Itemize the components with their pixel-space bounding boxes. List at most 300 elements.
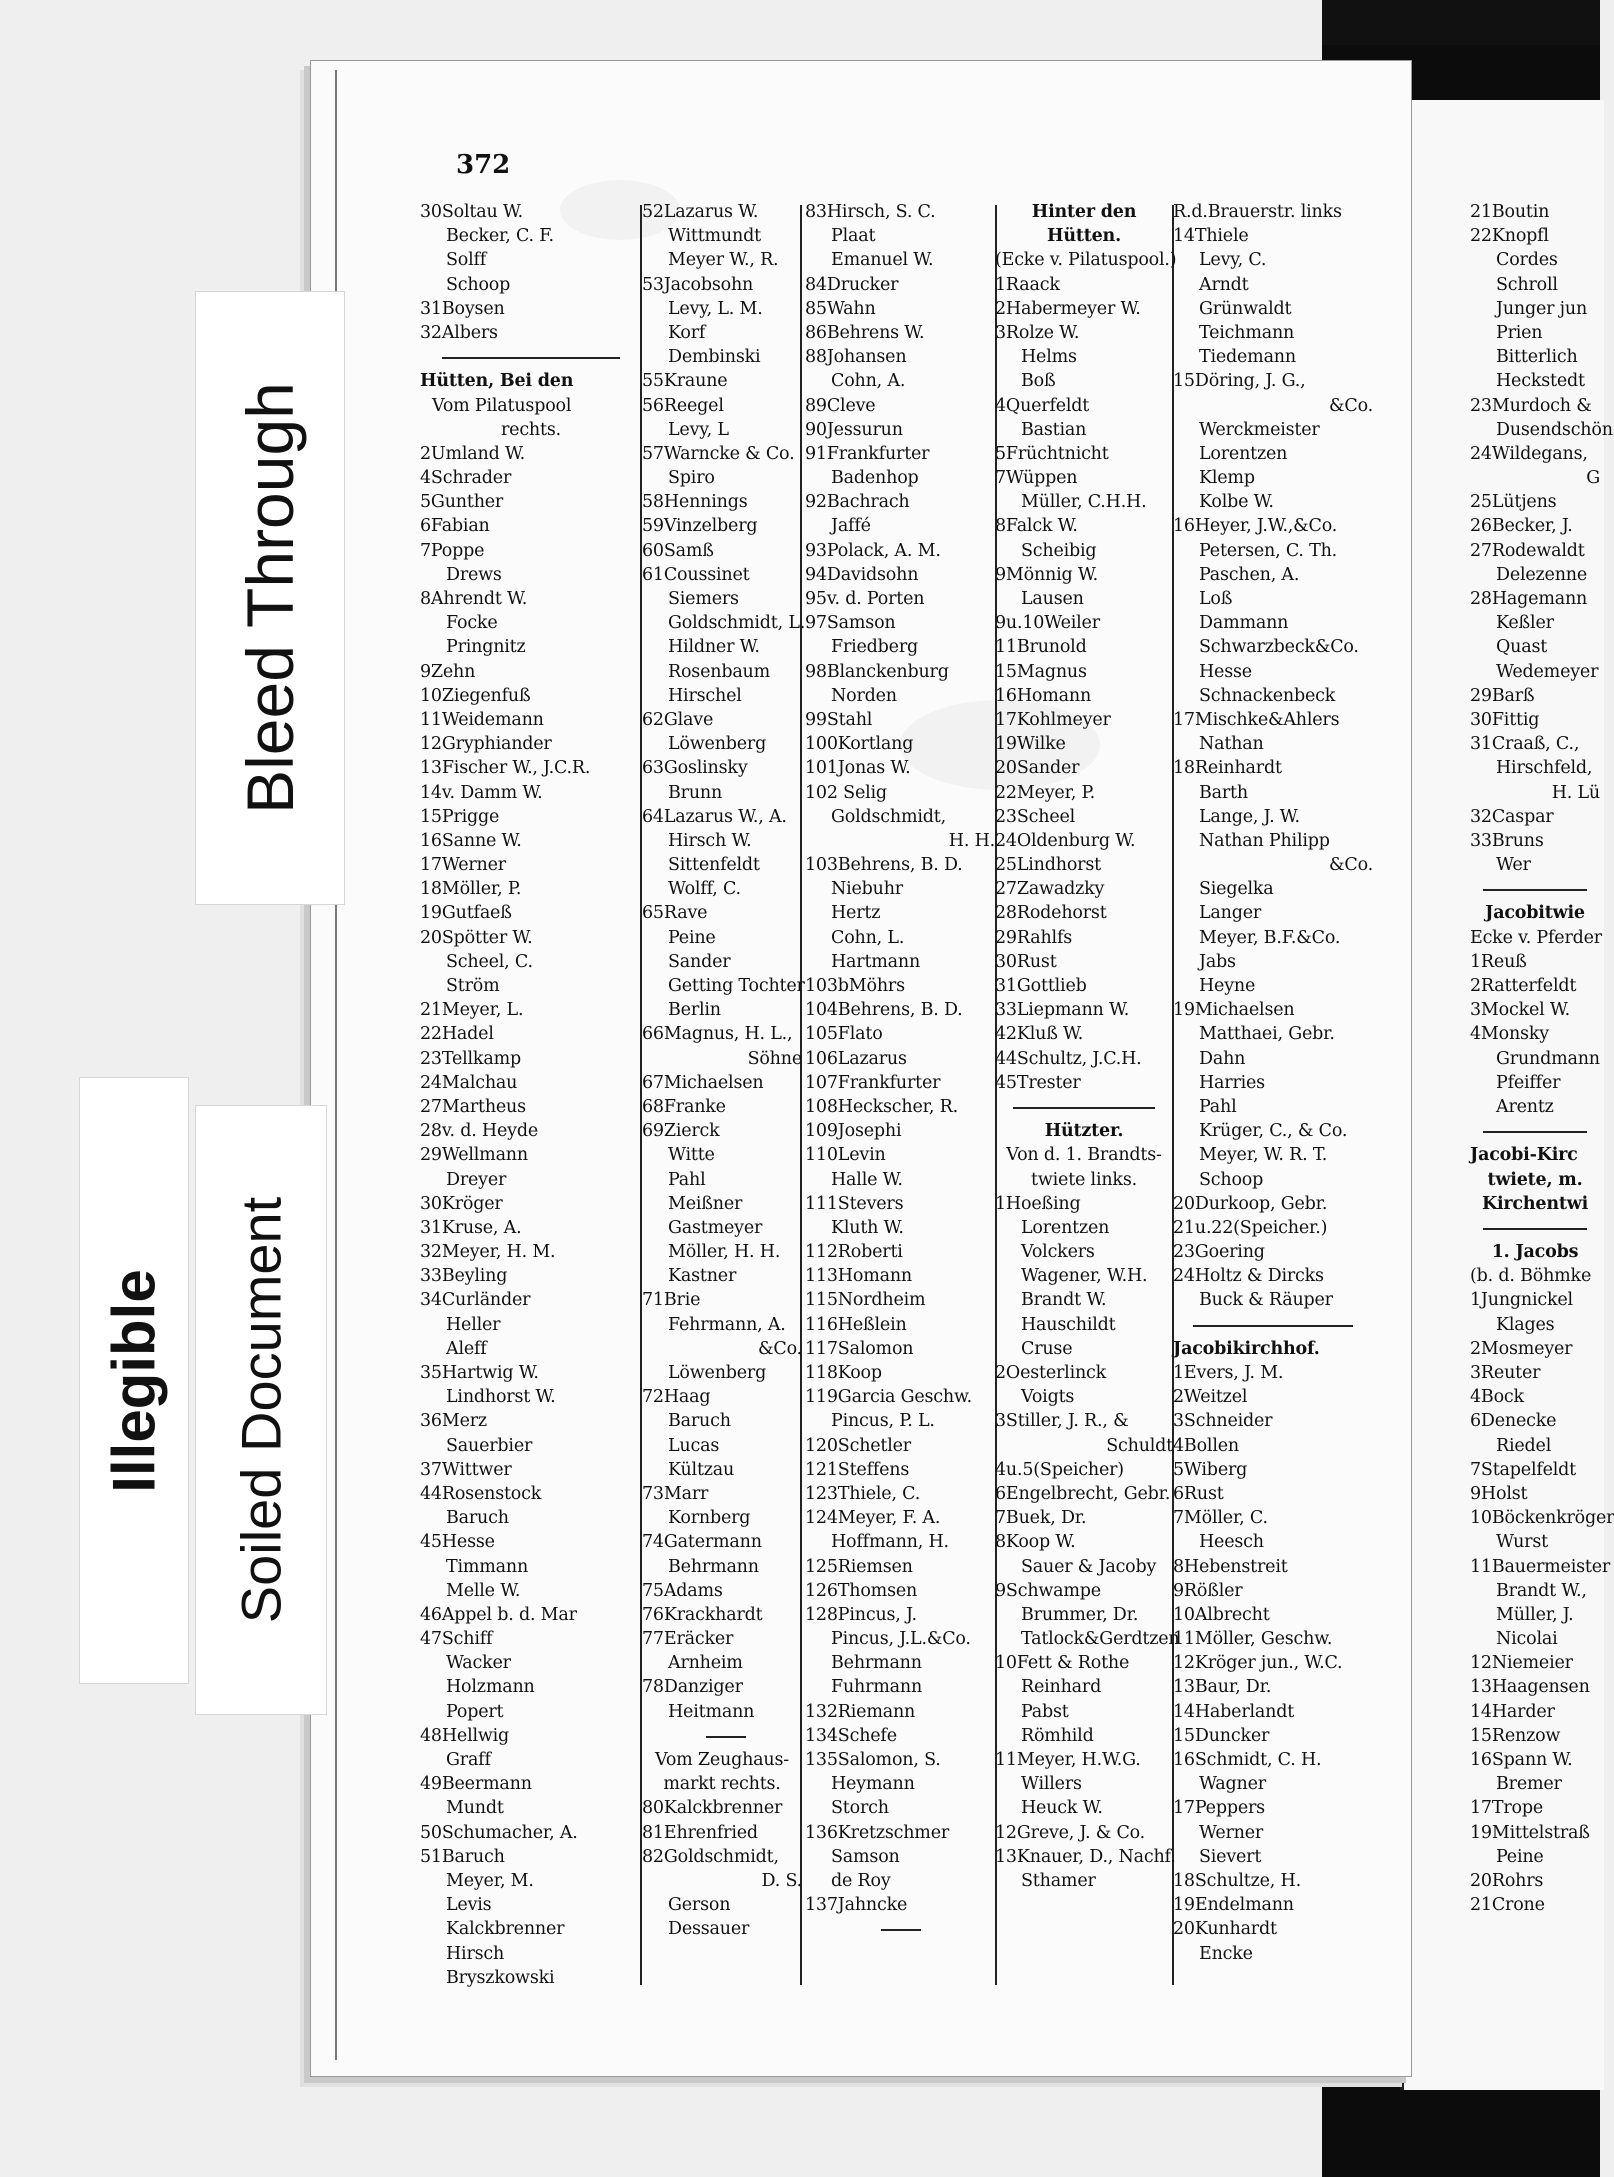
- directory-entry: Schnackenbeck: [1199, 685, 1336, 706]
- directory-entry: 19Mittelstraß: [1470, 1822, 1590, 1843]
- directory-entry: Pahl: [1199, 1096, 1237, 1117]
- directory-entry: Samson: [831, 1846, 900, 1867]
- directory-entry: Heckstedt: [1496, 371, 1585, 392]
- directory-entry: Fehrmann, A.: [668, 1314, 786, 1335]
- directory-entry: 29Barß: [1470, 685, 1535, 706]
- directory-entry: 26Becker, J.: [1470, 516, 1573, 537]
- directory-column-4: [995, 200, 1180, 1893]
- directory-entry: 14Harder: [1470, 1701, 1555, 1722]
- directory-entry: Niebuhr: [831, 879, 903, 900]
- directory-entry: 74Gatermann: [642, 1532, 762, 1553]
- street-heading: Hinter den: [1031, 202, 1137, 222]
- directory-entry: 45Hesse: [420, 1532, 495, 1553]
- directory-entry: 16Sanne W.: [420, 830, 522, 851]
- directory-entry: 2Weitzel: [1173, 1387, 1248, 1408]
- directory-entry: 24Wildegans,: [1470, 443, 1588, 464]
- directory-entry: 6Engelbrecht, Gebr.: [995, 1483, 1171, 1504]
- directory-entry: 73Marr: [642, 1483, 709, 1504]
- directory-entry: 23Scheel: [995, 806, 1076, 827]
- directory-entry: 14v. Damm W.: [420, 782, 543, 803]
- directory-entry: &Co.: [1329, 855, 1373, 876]
- directory-entry: 42Kluß W.: [995, 1024, 1084, 1045]
- directory-entry: Kastner: [668, 1266, 737, 1287]
- street-heading: 1. Jacobs: [1491, 1242, 1579, 1263]
- directory-entry: Fuhrmann: [831, 1677, 923, 1698]
- directory-entry: 99Stahl: [805, 709, 873, 730]
- section-rule: [995, 1095, 1173, 1119]
- directory-entry: Lorentzen: [1199, 443, 1288, 464]
- directory-entry: Bremer: [1496, 1774, 1562, 1795]
- directory-entry: 12Kröger jun., W.C.: [1173, 1653, 1343, 1674]
- directory-entry: 13Knauer, D., Nachf.: [995, 1846, 1176, 1867]
- directory-entry: 135Salomon, S.: [805, 1750, 941, 1770]
- directory-entry: Löwenberg: [668, 734, 767, 755]
- directory-entry: 33Bruns: [1470, 830, 1544, 851]
- directory-entry: 15Prigge: [420, 806, 500, 827]
- directory-entry: H. Lü: [1551, 782, 1600, 803]
- page-number: 372: [456, 150, 511, 180]
- directory-entry: 7Wüppen: [995, 468, 1078, 489]
- directory-entry: Brummer, Dr.: [1021, 1604, 1139, 1625]
- directory-entry: 28Hagemann: [1470, 589, 1588, 609]
- directory-entry: Nathan Philipp: [1199, 830, 1330, 851]
- directory-entry: 11Möller, Geschw.: [1173, 1629, 1333, 1650]
- directory-entry: 12Gryphiander: [420, 734, 552, 755]
- directory-entry: 30Kröger: [420, 1193, 503, 1214]
- directory-entry: 69Zierck: [642, 1121, 720, 1142]
- directory-entry: 107Frankfurter: [805, 1072, 941, 1093]
- directory-entry: 44Rosenstock: [420, 1483, 542, 1504]
- directory-entry: 11Bauermeister: [1470, 1556, 1611, 1577]
- directory-entry: 17Werner: [420, 855, 506, 876]
- directory-entry: 1Reuß: [1470, 951, 1527, 972]
- directory-entry: Krüger, C., & Co.: [1199, 1121, 1348, 1142]
- directory-entry: 23Murdoch &: [1470, 395, 1592, 416]
- directory-entry: Bitterlich: [1496, 347, 1578, 368]
- directory-entry: Loß: [1199, 589, 1233, 609]
- directory-entry: Gastmeyer: [668, 1217, 763, 1238]
- directory-entry: 33Liepmann W.: [995, 1000, 1130, 1021]
- directory-entry: Sander: [668, 951, 731, 972]
- directory-entry: 8Hebenstreit: [1173, 1556, 1288, 1577]
- directory-entry: 7Poppe: [420, 540, 485, 561]
- directory-entry: 19Wilke: [995, 734, 1066, 755]
- directory-entry: Scheel, C.: [446, 951, 533, 972]
- directory-entry: 7Möller, C.: [1173, 1508, 1268, 1529]
- directory-entry: Arnheim: [668, 1653, 743, 1674]
- directory-entry: 17Mischke&Ahlers: [1173, 709, 1340, 730]
- directory-entry: Schoop: [1199, 1169, 1264, 1190]
- directory-entry: Heymann: [831, 1774, 915, 1795]
- short-rule: [805, 1917, 995, 1941]
- directory-entry: 14Thiele: [1173, 226, 1249, 247]
- directory-entry: Brunn: [668, 782, 723, 803]
- directory-entry: 66Magnus, H. L.,: [642, 1024, 793, 1045]
- directory-entry: Timmann: [446, 1556, 529, 1577]
- directory-entry: 4Monsky: [1470, 1024, 1549, 1045]
- directory-entry: 8Koop W.: [995, 1532, 1076, 1553]
- directory-entry: 18Schultze, H.: [1173, 1870, 1301, 1891]
- directory-entry: 19Endelmann: [1173, 1895, 1294, 1916]
- directory-entry: 13Haagensen: [1470, 1677, 1590, 1698]
- directory-entry: 65Rave: [642, 903, 708, 924]
- directory-entry: 7Stapelfeldt: [1470, 1459, 1577, 1480]
- directory-entry: Norden: [831, 685, 897, 706]
- directory-entry: Sauer & Jacoby: [1021, 1556, 1157, 1577]
- street-heading: Jacobi-Kirc: [1470, 1145, 1578, 1166]
- directory-column-5: [1173, 200, 1373, 1966]
- directory-entry: 64Lazarus W., A.: [642, 806, 787, 827]
- directory-entry: Hildner W.: [668, 637, 760, 658]
- directory-entry: 31Boysen: [420, 298, 505, 319]
- directory-entry: Löwenberg: [668, 1363, 767, 1383]
- directory-entry: 29Wellmann: [420, 1145, 528, 1166]
- directory-entry: 9Mönnig W.: [995, 564, 1098, 585]
- directory-entry: Pahl: [668, 1169, 706, 1190]
- directory-entry: 82Goldschmidt,: [642, 1846, 779, 1867]
- directory-entry: de Roy: [831, 1870, 891, 1891]
- directory-entry: 84Drucker: [805, 274, 899, 295]
- directory-entry: 45Trester: [995, 1072, 1081, 1093]
- directory-entry: (Ecke v. Pilatuspool.): [995, 250, 1177, 271]
- directory-entry: Söhne: [747, 1048, 802, 1069]
- directory-entry: Ström: [446, 976, 500, 996]
- directory-entry: 103bMöhrs: [805, 976, 905, 996]
- directory-entry: Römhild: [1021, 1725, 1094, 1746]
- directory-entry: Cruse: [1021, 1338, 1073, 1359]
- directory-entry: 3Stiller, J. R., &: [995, 1411, 1129, 1432]
- directory-column-2: [642, 200, 806, 1942]
- directory-entry: 1Evers, J. M.: [1173, 1363, 1284, 1383]
- directory-entry: Holzmann: [446, 1677, 535, 1698]
- directory-entry: 92Bachrach: [805, 492, 910, 513]
- directory-entry: 3Rolze W.: [995, 322, 1080, 343]
- directory-entry: 125Riemsen: [805, 1556, 913, 1577]
- directory-entry: 10Böckenkröger: [1470, 1508, 1614, 1529]
- directory-entry: Drews: [446, 564, 502, 585]
- directory-entry: Junger jun: [1496, 298, 1588, 319]
- bleed-through-label-card: [196, 292, 344, 904]
- directory-entry: 78Danziger: [642, 1677, 743, 1698]
- directory-entry: 24Malchau: [420, 1072, 518, 1093]
- directory-entry: 68Franke: [642, 1096, 726, 1117]
- directory-entry: 72Haag: [642, 1387, 711, 1408]
- directory-entry: Pincus, J.L.&Co.: [831, 1629, 971, 1650]
- directory-entry: Meyer, M.: [446, 1870, 534, 1891]
- directory-entry: Wacker: [446, 1653, 511, 1674]
- directory-entry: 30Fittig: [1470, 709, 1540, 730]
- directory-entry: 83Hirsch, S. C.: [805, 202, 936, 222]
- directory-entry: Sthamer: [1021, 1870, 1096, 1891]
- directory-entry: 7Buek, Dr.: [995, 1508, 1087, 1529]
- directory-entry: Wolff, C.: [668, 879, 741, 900]
- directory-entry: Heller: [446, 1314, 501, 1335]
- directory-entry: Paschen, A.: [1199, 564, 1300, 585]
- directory-entry: &Co.: [1329, 395, 1373, 416]
- directory-entry: 112Roberti: [805, 1242, 903, 1263]
- directory-entry: 76Krackhardt: [642, 1604, 763, 1625]
- directory-entry: 52Lazarus W.: [642, 202, 759, 222]
- directory-entry: Dessauer: [668, 1919, 750, 1940]
- directory-entry: Helms: [1021, 347, 1077, 368]
- directory-entry: 16Heyer, J.W.,&Co.: [1173, 516, 1338, 537]
- directory-entry: 6Rust: [1173, 1483, 1224, 1504]
- directory-entry: markt rechts.: [663, 1774, 781, 1795]
- directory-entry: 91Frankfurter: [805, 443, 930, 464]
- directory-entry: 20Durkoop, Gebr.: [1173, 1193, 1328, 1214]
- directory-entry: 18Reinhardt: [1173, 758, 1282, 779]
- street-heading: Kirchentwi: [1481, 1193, 1589, 1214]
- directory-entry: Meyer W., R.: [668, 250, 779, 271]
- directory-entry: Müller, J.: [1496, 1604, 1574, 1625]
- directory-entry: Badenhop: [831, 468, 919, 489]
- soiled-document-label: Soiled Document: [229, 1196, 293, 1624]
- directory-entry: Berlin: [668, 1000, 721, 1021]
- directory-entry: Rosenbaum: [668, 661, 771, 682]
- directory-entry: 8Falck W.: [995, 516, 1078, 537]
- directory-entry: 27Zawadzky: [995, 879, 1105, 900]
- directory-entry: 20Spötter W.: [420, 927, 533, 948]
- directory-entry: 103Behrens, B. D.: [805, 855, 963, 876]
- directory-entry: 116Heßlein: [805, 1314, 907, 1335]
- directory-entry: 134Schefe: [805, 1725, 897, 1746]
- directory-entry: 113Homann: [805, 1266, 912, 1287]
- directory-entry: Melle W.: [446, 1580, 521, 1601]
- directory-entry: 67Michaelsen: [642, 1072, 764, 1093]
- directory-entry: Hertz: [831, 903, 881, 924]
- directory-entry: Petersen, C. Th.: [1199, 540, 1338, 561]
- directory-entry: Sievert: [1199, 1846, 1262, 1867]
- directory-entry: Prien: [1496, 322, 1543, 343]
- directory-entry: 11Meyer, H.W.G.: [995, 1750, 1141, 1770]
- section-rule: [420, 345, 642, 369]
- directory-entry: 16Schmidt, C. H.: [1173, 1750, 1322, 1770]
- directory-entry: 119Garcia Geschw.: [805, 1387, 973, 1408]
- directory-entry: Vom Pilatuspool: [432, 395, 572, 416]
- directory-entry: 29Rahlfs: [995, 927, 1073, 948]
- directory-entry: 34Curländer: [420, 1290, 531, 1311]
- directory-entry: Kolbe W.: [1199, 492, 1274, 513]
- directory-entry: Pincus, P. L.: [831, 1411, 935, 1432]
- directory-entry: Lucas: [668, 1435, 720, 1456]
- directory-entry: Jabs: [1199, 951, 1236, 972]
- directory-entry: Solff: [446, 250, 487, 271]
- directory-entry: 46Appel b. d. Mar: [420, 1604, 577, 1625]
- directory-entry: 124Meyer, F. A.: [805, 1508, 941, 1529]
- directory-entry: 15Duncker: [1173, 1725, 1270, 1746]
- directory-entry: Cordes: [1496, 250, 1558, 271]
- directory-entry: 10Ziegenfuß: [420, 685, 531, 706]
- directory-entry: 62Glave: [642, 709, 714, 730]
- directory-entry: Meyer, B.F.&Co.: [1199, 927, 1341, 948]
- directory-entry: Plaat: [831, 226, 876, 247]
- directory-entry: Heitmann: [668, 1701, 755, 1722]
- directory-entry: Wurst: [1496, 1532, 1548, 1553]
- directory-entry: 22Hadel: [420, 1024, 494, 1045]
- directory-entry: Wedemeyer: [1496, 661, 1599, 682]
- directory-entry: Levy, C.: [1199, 250, 1267, 271]
- directory-entry: 57Warncke & Co.: [642, 443, 795, 464]
- street-heading: Jacobikirchhof.: [1173, 1338, 1320, 1359]
- section-rule: [1470, 1216, 1600, 1240]
- directory-entry: Focke: [446, 613, 498, 634]
- directory-entry: Scheibig: [1021, 540, 1097, 561]
- directory-entry: 2Oesterlinck: [995, 1363, 1107, 1383]
- directory-entry: Wagner: [1199, 1774, 1266, 1795]
- directory-entry: 88Johansen: [805, 347, 907, 368]
- directory-entry: 4Schrader: [420, 468, 512, 489]
- directory-entry: Levy, L. M.: [668, 298, 763, 319]
- directory-entry: Popert: [446, 1701, 504, 1722]
- directory-entry: Meyer, W. R. T.: [1199, 1145, 1328, 1166]
- directory-entry: Hirsch: [446, 1943, 505, 1964]
- directory-entry: 21Crone: [1470, 1895, 1545, 1916]
- directory-entry: 90Jessurun: [805, 419, 903, 440]
- directory-entry: Levis: [446, 1895, 492, 1916]
- directory-entry: 9Zehn: [420, 661, 476, 682]
- street-heading: Hützter.: [1044, 1121, 1124, 1142]
- directory-entry: Hartmann: [831, 951, 921, 972]
- directory-entry: Heyne: [1199, 976, 1256, 996]
- directory-entry: Grünwaldt: [1199, 298, 1292, 319]
- directory-entry: 5Früchtnicht: [995, 443, 1109, 464]
- directory-entry: Korf: [668, 322, 706, 343]
- directory-entry: 106Lazarus: [805, 1048, 907, 1069]
- directory-entry: 101Jonas W.: [805, 758, 911, 779]
- directory-entry: Peine: [1496, 1846, 1544, 1867]
- directory-entry: 9Schwampe: [995, 1580, 1101, 1601]
- directory-entry: 21u.22(Speicher.): [1173, 1217, 1328, 1238]
- directory-entry: Baruch: [668, 1411, 731, 1432]
- directory-entry: Werner: [1199, 1822, 1264, 1843]
- directory-entry: 100Kortlang: [805, 734, 914, 755]
- directory-entry: 33Beyling: [420, 1266, 508, 1287]
- directory-entry: 22Knopfl: [1470, 226, 1549, 247]
- directory-entry: Meißner: [668, 1193, 743, 1214]
- directory-entry: 27Martheus: [420, 1096, 526, 1117]
- directory-entry: 10Albrecht: [1173, 1604, 1270, 1625]
- directory-entry: Becker, C. F.: [446, 226, 554, 247]
- directory-entry: 17Trope: [1470, 1798, 1544, 1819]
- directory-entry: 15Döring, J. G.,: [1173, 371, 1306, 392]
- directory-entry: 37Wittwer: [420, 1459, 512, 1480]
- directory-entry: 59Vinzelberg: [642, 516, 758, 537]
- directory-entry: 108Heckscher, R.: [805, 1096, 958, 1117]
- directory-entry: 4u.5(Speicher): [995, 1459, 1124, 1480]
- directory-entry: Friedberg: [831, 637, 918, 658]
- directory-entry: Mundt: [446, 1798, 504, 1819]
- directory-entry: Behrmann: [831, 1653, 922, 1674]
- directory-entry: 16Spann W.: [1470, 1750, 1573, 1770]
- directory-entry: 28v. d. Heyde: [420, 1121, 538, 1142]
- directory-entry: Getting Tochter: [668, 976, 805, 996]
- directory-entry: 136Kretzschmer: [805, 1822, 950, 1843]
- directory-entry: 63Goslinsky: [642, 758, 748, 779]
- directory-entry: 137Jahncke: [805, 1895, 908, 1916]
- directory-entry: Dreyer: [446, 1169, 507, 1190]
- directory-entry: Lange, J. W.: [1199, 806, 1300, 827]
- directory-entry: 102 Selig: [805, 782, 887, 803]
- directory-entry: Werckmeister: [1199, 419, 1320, 440]
- directory-entry: 12Niemeier: [1470, 1653, 1573, 1674]
- directory-entry: (b. d. Böhmke: [1470, 1266, 1592, 1287]
- directory-entry: 14Haberlandt: [1173, 1701, 1295, 1722]
- directory-entry: Peine: [668, 927, 716, 948]
- directory-entry: 31Kruse, A.: [420, 1217, 522, 1238]
- directory-entry: 23Tellkamp: [420, 1048, 521, 1069]
- directory-entry: 1Jungnickel: [1470, 1290, 1573, 1311]
- directory-entry: 2Ratterfeldt: [1470, 976, 1577, 996]
- directory-entry: 27Rodewaldt: [1470, 540, 1585, 561]
- directory-entry: 25Lindhorst: [995, 855, 1101, 876]
- directory-entry: Müller, C.H.H.: [1021, 492, 1147, 513]
- directory-entry: 58Hennings: [642, 492, 748, 513]
- directory-entry: 2Umland W.: [420, 443, 526, 464]
- street-heading: Hütten, Bei den: [420, 371, 574, 392]
- directory-entry: Arentz: [1496, 1096, 1554, 1117]
- directory-entry: 19Michaelsen: [1173, 1000, 1295, 1021]
- directory-entry: Pfeiffer: [1496, 1072, 1561, 1093]
- directory-entry: 32Meyer, H. M.: [420, 1242, 556, 1263]
- directory-entry: Matthaei, Gebr.: [1199, 1024, 1335, 1045]
- directory-entry: 6Denecke: [1470, 1411, 1557, 1432]
- directory-entry: 18Möller, P.: [420, 879, 522, 900]
- directory-entry: Spiro: [668, 468, 715, 489]
- directory-entry: Pabst: [1021, 1701, 1069, 1722]
- directory-entry: Goldschmidt, L.: [668, 613, 806, 634]
- directory-entry: Kornberg: [668, 1508, 751, 1529]
- directory-entry: 5Gunther: [420, 492, 504, 513]
- directory-entry: 2Mosmeyer: [1470, 1338, 1573, 1359]
- directory-entry: 11Brunold: [995, 637, 1087, 658]
- directory-entry: Witte: [668, 1145, 715, 1166]
- directory-entry: 1Hoeßing: [995, 1193, 1081, 1214]
- directory-entry: Dusendschön: [1496, 419, 1613, 440]
- directory-entry: Boß: [1021, 371, 1056, 392]
- directory-entry: 20Kunhardt: [1173, 1919, 1277, 1940]
- directory-entry: Kültzau: [668, 1459, 735, 1480]
- directory-entry: Reinhard: [1021, 1677, 1102, 1698]
- directory-entry: 105Flato: [805, 1024, 883, 1045]
- directory-entry: 47Schiff: [420, 1629, 493, 1650]
- directory-entry: 128Pincus, J.: [805, 1604, 917, 1625]
- street-heading: Jacobitwie: [1485, 903, 1585, 924]
- directory-entry: Wer: [1496, 855, 1531, 876]
- directory-entry: 3Reuter: [1470, 1363, 1541, 1383]
- directory-entry: Jaffé: [831, 516, 871, 537]
- directory-entry: Hesse: [1199, 661, 1252, 682]
- section-rule: [1470, 1119, 1600, 1143]
- directory-entry: 110Levin: [805, 1145, 886, 1166]
- directory-entry: Hoffmann, H.: [831, 1532, 949, 1553]
- directory-entry: Graff: [446, 1750, 491, 1770]
- directory-entry: 35Hartwig W.: [420, 1363, 539, 1383]
- directory-entry: 11Weidemann: [420, 709, 544, 730]
- directory-entry: Von d. 1. Brandts-: [1006, 1145, 1162, 1166]
- directory-column-6-cropped: [1470, 200, 1614, 1917]
- directory-entry: 1Raack: [995, 274, 1060, 295]
- directory-entry: Aleff: [446, 1338, 487, 1359]
- directory-entry: Storch: [831, 1798, 889, 1819]
- directory-entry: Sittenfeldt: [668, 855, 760, 876]
- directory-entry: 22Meyer, P.: [995, 782, 1095, 803]
- directory-entry: Emanuel W.: [831, 250, 934, 271]
- directory-entry: 28Rodehorst: [995, 903, 1107, 924]
- directory-entry: D. S.: [761, 1870, 802, 1891]
- directory-entry: 13Fischer W., J.C.R.: [420, 758, 591, 779]
- directory-entry: 89Cleve: [805, 395, 876, 416]
- directory-entry: Heuck W.: [1021, 1798, 1103, 1819]
